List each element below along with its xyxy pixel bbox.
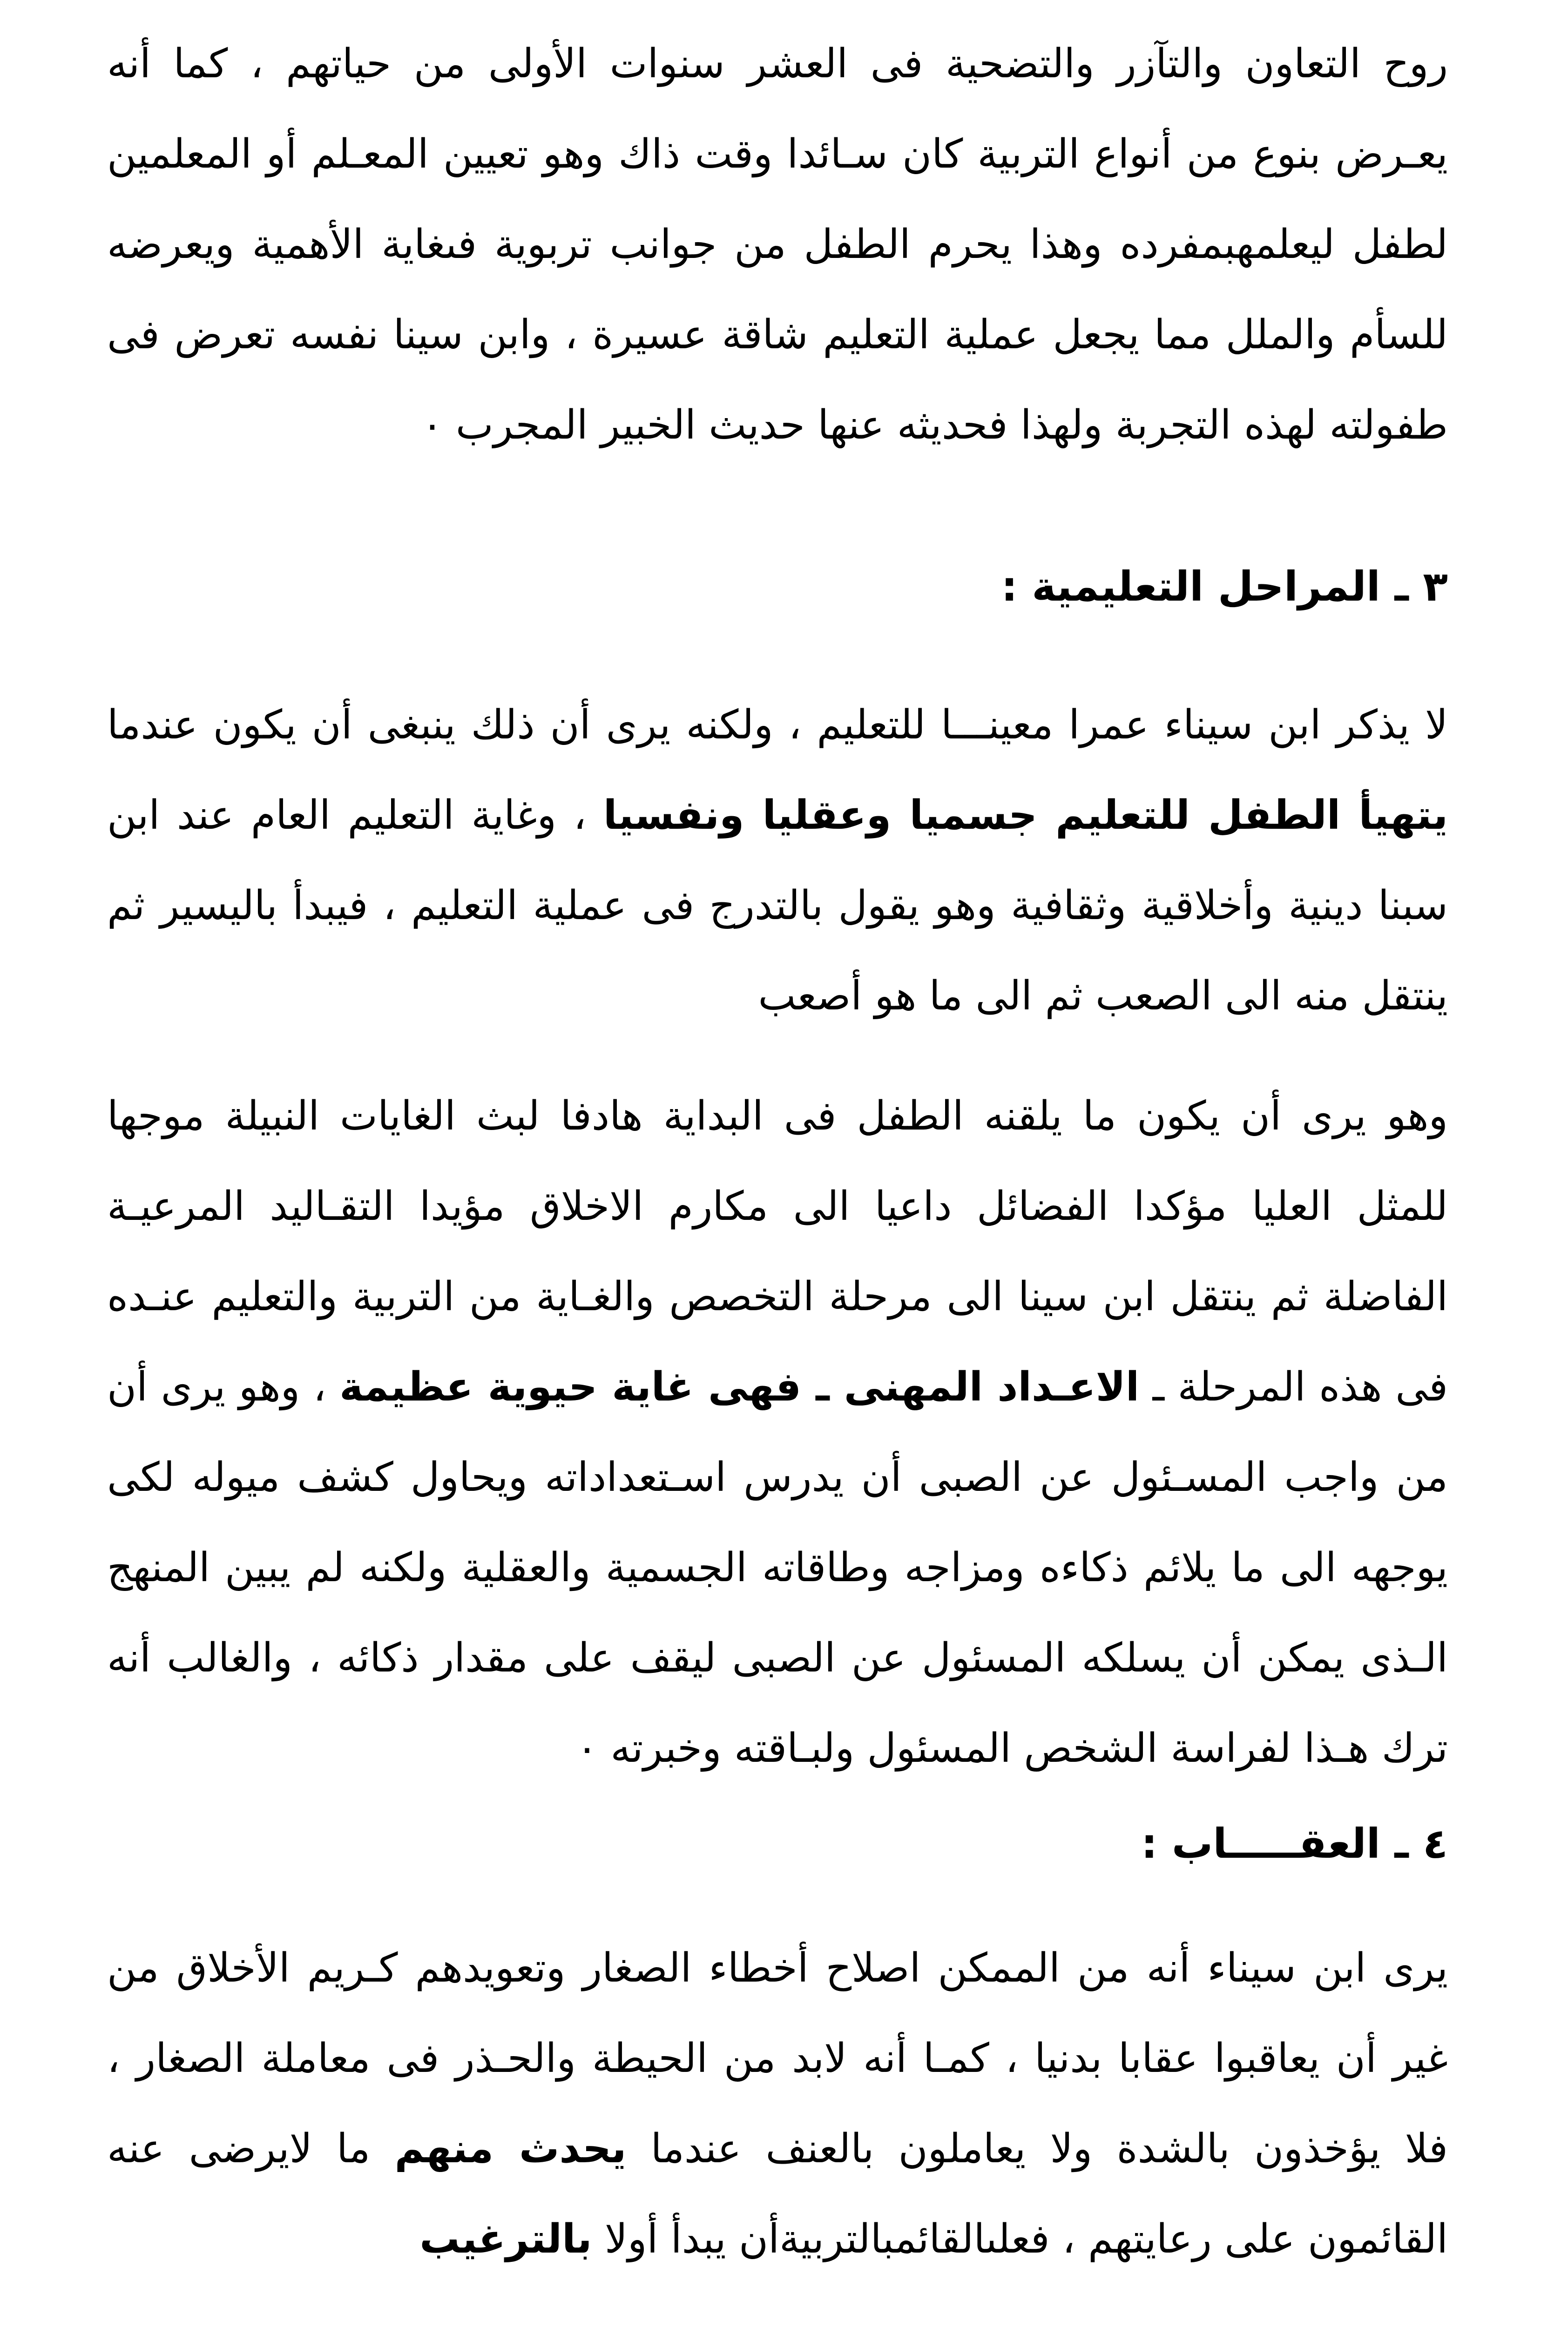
paragraph-2-text-end: ، وغاية التعليم العام عند ابن سبنا دينية وأخلاقية وثقافية وهو يقول بالتدرج فى عملية التعليم ، فيبدأ باليسير ثم ينتقل منه الى الصعب ثم الى ما هو أصعب — [107, 792, 1448, 1019]
paragraph-4-text-middle: ما لايرضى عنه القائمون على رعايتهم ، فعلىالقائمبالتربيةأن يبدأ أولا — [107, 2125, 1448, 2262]
paragraph-4-emphasis: يحدث منهم — [394, 2125, 627, 2172]
paragraph-2-text-start: لا يذكر ابن سيناء عمرا معينـــا للتعليم ، ولكنه يرى أن ذلك ينبغى أن يكون عندما — [107, 702, 1448, 748]
paragraph-1 — [107, 19, 1448, 470]
paragraph-4 — [107, 1923, 1448, 2284]
paragraph-4-text-start: يرى ابن سيناء أنه من الممكن اصلاح أخطاء الصغار وتعويدهم كـريم الأخلاق من غير أن يعاقبوا عقابا بدنيا ، كمـا أنه لابد من الحيطة والحـذر فى معاملة الصغار ، فلا يؤخذون بالشدة ولا يعاملون بالعنف عندما — [107, 1945, 1448, 2172]
paragraph-3-emphasis: الاعـداد المهنى ـ فهى غاية حيوية عظيمة — [339, 1364, 1140, 1410]
heading-educational-stages: ٣ ـ المراحل التعليمية : — [1001, 562, 1448, 610]
paragraph-3-text-start: وهو يرى أن يكون ما يلقنه الطفل فى البداية هادفا لبث الغايات النبيلة موجها للمثل العليا مؤكدا الفضائل داعيا الى مكارم الاخلاق مؤيدا التقـاليد المرعيـة الفاضلة ثم ينتقل ابن سينا الى مرحلة التخصص والغـاية من التربية والتعليم عنـده فى هذه المرحلة ـ — [107, 1093, 1448, 1410]
heading-punishment: ٤ ـ العقـــــاب : — [1141, 1820, 1448, 1868]
paragraph-3-text-end: ، وهو يرى أن من واجب المسـئول عن الصبى أن يدرس اسـتعداداته ويحاول كشف ميوله لكى يوجهه الى ما يلائم ذكاءه ومزاجه وطاقاته الجسمية والعقلية ولكنه لم يبين المنهج الـذى يمكن أن يسلكه المسئول عن الصبى ليقف على مقدار ذكائه ، والغالب أنه ترك هـذا لفراسة الشخص المسئول ولبـاقته وخبرته ٠ — [107, 1364, 1448, 1772]
paragraph-1-text: روح التعاون والتآزر والتضحية فى العشر سنوات الأولى من حياتهم ، كما أنه يعـرض بنوع من أنواع التربية كان سـائدا وقت ذاك وهو تعيين المعـلم أو المعلمين لطفل ليعلمهبمفرده وهذا يحرم الطفل من جوانب تربوية فىغاية الأهمية ويعرضه للسأم والملل مما يجعل عملية التعليم شاقة عسيرة ، وابن سينا نفسه تعرض فى طفولته لهذه التجربة ولهذا فحديثه عنها حديث الخبير المجرب ٠ — [107, 41, 1448, 448]
paragraph-3 — [107, 1071, 1448, 1793]
paragraph-4-emphasis-end: بالترغيب — [419, 2216, 592, 2262]
paragraph-2 — [107, 680, 1448, 1041]
paragraph-2-emphasis: يتهيأ الطفل للتعليم جسميا وعقليا ونفسيا — [603, 792, 1448, 839]
